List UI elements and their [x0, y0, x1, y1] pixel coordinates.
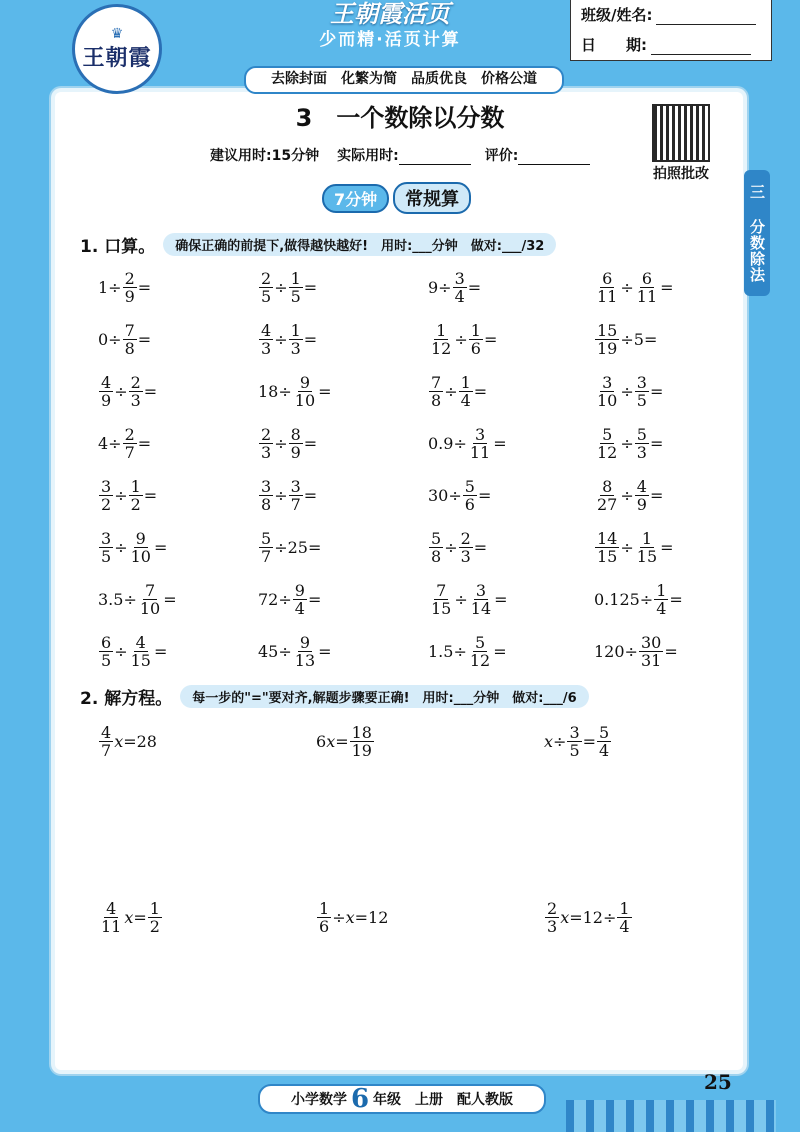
time-line — [210, 145, 590, 165]
problem-1-7: $\frac{1}{12}$ ÷ $\frac{1}{6}$ = — [431, 321, 498, 358]
qr-code[interactable] — [652, 104, 710, 162]
problem-1-12: $\frac{3}{10}$ ÷ $\frac{3}{5}$ = — [597, 373, 664, 410]
page-number: 25 — [704, 1070, 732, 1094]
suggested-time: 建议用时:15分钟 — [210, 148, 320, 164]
problem-1-9: $\frac{4}{9}$ ÷ $\frac{2}{3}$ = — [101, 373, 158, 410]
problem-1-6: $\frac{4}{3}$ ÷ $\frac{1}{3}$ = — [261, 321, 318, 358]
brand-logo — [72, 4, 162, 94]
section-label: 常规算 — [393, 182, 471, 214]
brand-subtitle: 少而精·活页计算 — [319, 30, 461, 50]
problem-1-23: $\frac{5}{8}$ ÷ $\frac{2}{3}$ = — [431, 529, 488, 566]
problem-1-20: $\frac{8}{27}$ ÷ $\frac{4}{9}$ = — [597, 477, 664, 514]
question-2-title: 2. 解方程。 — [80, 689, 173, 709]
problem-1-31: 1.5÷ $\frac{5}{12}$ = — [428, 633, 507, 670]
date-label: 日 期: — [581, 36, 647, 54]
qr-label: 拍照批改 — [653, 166, 709, 182]
footer-bar — [258, 1084, 546, 1114]
page-title: 3 一个数除以分数 — [295, 104, 505, 132]
question-1-title: 1. 口算。 — [80, 237, 156, 257]
problem-1-8: $\frac{15}{19}$ ÷5= — [597, 321, 658, 358]
equation-4: $\frac{4}{11}$ x = $\frac{1}{2}$ — [101, 899, 160, 936]
problem-1-14: $\frac{2}{3}$ ÷ $\frac{8}{9}$ = — [261, 425, 318, 462]
equation-1: $\frac{4}{7}$ x =28 — [101, 723, 157, 760]
problem-1-21: $\frac{3}{5}$ ÷ $\frac{9}{10}$ = — [101, 529, 168, 566]
equation-6: $\frac{2}{3}$ x =12÷ $\frac{1}{4}$ — [547, 899, 630, 936]
problem-1-24: $\frac{14}{15}$ ÷ $\frac{1}{15}$ = — [597, 529, 674, 566]
class-name-label: 班级/姓名: — [581, 6, 653, 24]
section-banner — [322, 183, 471, 213]
problem-1-32: 120÷ $\frac{30}{31}$ = — [594, 633, 678, 670]
footer-subject: 小学数学 — [290, 1092, 347, 1108]
student-info-box — [570, 0, 772, 61]
problem-1-30: 45÷ $\frac{9}{13}$ = — [258, 633, 332, 670]
date-field[interactable] — [651, 40, 751, 55]
crown-icon: ♛ — [110, 25, 124, 42]
slogan: 去除封面 化繁为简 品质优良 价格公道 — [244, 66, 564, 94]
rating-field[interactable] — [518, 152, 590, 165]
problem-1-29: $\frac{6}{5}$ ÷ $\frac{4}{15}$ = — [101, 633, 168, 670]
problem-1-1: 1÷ $\frac{2}{9}$ = — [98, 269, 152, 306]
equation-3: x ÷ $\frac{3}{5}$ = $\frac{5}{4}$ — [544, 723, 610, 760]
question-1-header — [80, 232, 556, 257]
actual-time-field[interactable] — [399, 152, 471, 165]
problem-1-26: 72÷ $\frac{9}{4}$ = — [258, 581, 322, 618]
problem-1-22: $\frac{5}{7}$ ÷25= — [261, 529, 322, 566]
problem-1-3: 9÷ $\frac{3}{4}$ = — [428, 269, 482, 306]
date-row — [581, 34, 751, 55]
problem-1-5: 0÷ $\frac{7}{8}$ = — [98, 321, 152, 358]
class-name-row — [581, 4, 756, 25]
decorative-stripes — [566, 1100, 776, 1132]
problem-1-16: $\frac{5}{12}$ ÷ $\frac{5}{3}$ = — [597, 425, 664, 462]
question-2-header — [80, 684, 589, 709]
brand-header — [270, 0, 510, 62]
equation-2: 6 x = $\frac{18}{19}$ — [316, 723, 372, 760]
problem-1-18: $\frac{3}{8}$ ÷ $\frac{3}{7}$ = — [261, 477, 318, 514]
section-minutes: 7分钟 — [322, 184, 389, 213]
problem-1-19: 30÷ $\frac{5}{6}$ = — [428, 477, 492, 514]
problem-1-15: 0.9÷ $\frac{3}{11}$ = — [428, 425, 507, 462]
problem-1-13: 4÷ $\frac{2}{7}$ = — [98, 425, 152, 462]
footer-grade-number: 6 — [350, 1084, 370, 1114]
problem-1-11: $\frac{7}{8}$ ÷ $\frac{1}{4}$ = — [431, 373, 488, 410]
problem-1-4: $\frac{6}{11}$ ÷ $\frac{6}{11}$ = — [597, 269, 674, 306]
question-1-note: 确保正确的前提下,做得越快越好! 用时:___分钟 做对:___/32 — [163, 233, 556, 256]
brand-title: 王朝霞活页 — [330, 0, 450, 28]
problem-1-10: 18÷ $\frac{9}{10}$ = — [258, 373, 332, 410]
problem-1-17: $\frac{3}{2}$ ÷ $\frac{1}{2}$ = — [101, 477, 158, 514]
problem-1-2: $\frac{2}{5}$ ÷ $\frac{1}{5}$ = — [261, 269, 318, 306]
problem-1-28: 0.125÷ $\frac{1}{4}$ = — [594, 581, 683, 618]
logo-text: 王朝霞 — [82, 44, 152, 71]
problem-1-27: $\frac{7}{15}$ ÷ $\frac{3}{14}$ = — [431, 581, 508, 618]
footer-grade-text: 年级 上册 配人教版 — [373, 1092, 514, 1108]
problem-1-25: 3.5÷ $\frac{7}{10}$ = — [98, 581, 177, 618]
equation-5: $\frac{1}{6}$ ÷ x =12 — [319, 899, 389, 936]
actual-time-label: 实际用时: — [337, 148, 399, 164]
rating-label: 评价: — [484, 148, 519, 164]
class-name-field[interactable] — [656, 10, 756, 25]
question-2-note: 每一步的"="要对齐,解题步骤要正确! 用时:___分钟 做对:___/6 — [180, 685, 589, 708]
chapter-side-tab: 三 分数除法 — [744, 170, 770, 296]
